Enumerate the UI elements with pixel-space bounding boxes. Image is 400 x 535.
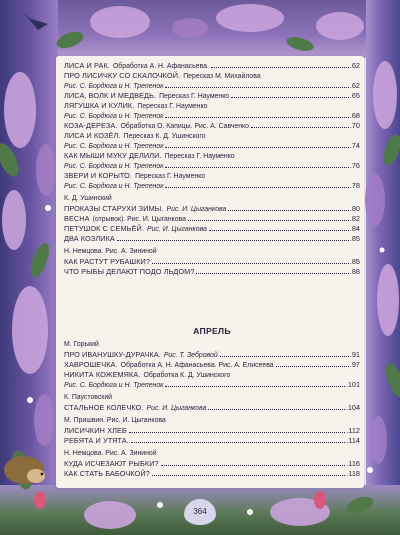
toc-entry-title: КОЗА-ДЕРЕЗА. xyxy=(64,121,118,130)
toc-entry-page: .68 xyxy=(349,111,360,120)
toc-entry-credit: Рис. С. Бордюга и Н. Трепенок xyxy=(64,83,164,90)
toc-entry xyxy=(64,161,360,171)
toc-author-label: М. Горький xyxy=(64,341,99,348)
toc-entry-credit: (отрывок). Рис. И. Цыганкова xyxy=(92,216,187,223)
toc-entry xyxy=(64,151,360,161)
toc-entry xyxy=(64,350,360,360)
toc-entry xyxy=(64,224,360,234)
page-number-badge xyxy=(184,499,216,525)
toc-entry xyxy=(64,204,360,214)
toc-entry-title: ЧТО РЫБЫ ДЕЛАЮТ ПОДО ЛЬДОМ? xyxy=(64,267,195,276)
toc-entry-page: .84 xyxy=(349,224,360,233)
toc-entry xyxy=(64,267,360,277)
table-of-contents-lower xyxy=(64,340,360,479)
toc-entry xyxy=(64,234,360,244)
toc-entry xyxy=(64,469,360,479)
toc-entry-title: ЛИСА, ВОЛК И МЕДВЕДЬ. xyxy=(64,91,157,100)
toc-entry-title: СТАЛЬНОЕ КОЛЕЧКО. xyxy=(64,403,144,412)
toc-entry-credit: Обработка А. Н. Афанасьева. Рис. А. Елисеева xyxy=(120,362,274,369)
toc-entry xyxy=(64,81,360,91)
toc-entry xyxy=(64,403,360,413)
toc-entry-credit: Пересказ Г. Науменко xyxy=(164,153,235,160)
toc-entry-title: ХАВРОШЕЧКА. xyxy=(64,360,118,369)
toc-entry-title: ВЕСНА xyxy=(64,214,90,223)
toc-entry xyxy=(64,141,360,151)
toc-author xyxy=(64,393,360,403)
toc-entry-credit: Рис. И. Цыганкова xyxy=(147,226,207,233)
toc-author xyxy=(64,194,360,204)
toc-entry xyxy=(64,181,360,191)
toc-entry-title: ЗВЕРИ И КОРЫТО. xyxy=(64,171,133,180)
toc-entry xyxy=(64,426,360,436)
toc-entry-page: .116 xyxy=(346,459,360,468)
toc-entry-title: ЛЯГУШКА И КУЛИК. xyxy=(64,101,135,110)
toc-entry-credit: Обработка О. Капицы. Рис. А. Савченко xyxy=(120,123,249,130)
toc-entry xyxy=(64,71,360,81)
toc-entry-credit: Пересказ К. Д. Ушинского xyxy=(123,133,206,140)
toc-entry-title: ЛИСА И КОЗЁЛ. xyxy=(64,131,121,140)
toc-entry-title: РЕБЯТА И УТЯТА. xyxy=(64,436,129,445)
toc-entry xyxy=(64,257,360,267)
toc-author-label: К. Д. Ушинский xyxy=(64,195,112,202)
toc-entry xyxy=(64,61,360,71)
toc-entry-credit: Рис. И. Цыганкова xyxy=(146,405,207,412)
toc-entry-credit: Рис. С. Бордюга и Н. Трепенок xyxy=(64,143,164,150)
toc-entry xyxy=(64,91,360,101)
toc-entry-page: .80 xyxy=(349,204,360,213)
toc-entry-title: ПРО ЛИСИЧКУ СО СКАЛОЧКОЙ. xyxy=(64,71,181,80)
toc-entry-credit: Пересказ Г. Науменко xyxy=(135,173,206,180)
toc-entry-credit: Пересказ Г. Науменко xyxy=(159,93,230,100)
toc-entry-page: .78 xyxy=(349,181,360,190)
toc-entry-page: .114 xyxy=(346,436,360,445)
toc-entry xyxy=(64,111,360,121)
toc-entry xyxy=(64,121,360,131)
toc-entry xyxy=(64,360,360,370)
toc-entry-credit: Пересказ М. Михайлова xyxy=(183,73,261,80)
toc-entry-credit: Рис. С. Бордюга и Н. Трепенок xyxy=(64,183,164,190)
section-heading-april: АПРЕЛЬ xyxy=(193,326,231,336)
hedgehog-icon xyxy=(4,456,45,484)
toc-entry-page: .82 xyxy=(349,214,360,223)
toc-entry-page: .91 xyxy=(349,350,360,359)
toc-entry-page: .97 xyxy=(349,360,360,369)
toc-entry xyxy=(64,171,360,181)
toc-entry-credit: Рис. С. Бордюга и Н. Трепенок xyxy=(64,113,164,120)
toc-entry-title: КУДА ИСЧЕЗАЮТ РЫБКИ? xyxy=(64,459,159,468)
toc-entry-title: ЛИСА И РАК. xyxy=(64,61,110,70)
toc-author-label: Н. Немцова. Рис. А. Зининой xyxy=(64,248,157,255)
toc-entry-page: .118 xyxy=(346,469,360,478)
toc-entry xyxy=(64,131,360,141)
toc-author-label: К. Паустовский xyxy=(64,394,113,401)
toc-entry-credit: Обработка А. Н. Афанасьева. xyxy=(112,63,209,70)
toc-entry xyxy=(64,380,360,390)
toc-entry-page: .76 xyxy=(349,161,360,170)
toc-entry xyxy=(64,214,360,224)
toc-entry-credit: Рис. Т. Зебровой xyxy=(163,352,218,359)
toc-entry-page: .74 xyxy=(349,141,360,150)
toc-author xyxy=(64,416,360,426)
bird-icon xyxy=(20,10,48,30)
toc-entry-title: КАК СТАТЬ БАБОЧКОЙ? xyxy=(64,469,150,478)
toc-entry-page: .104 xyxy=(345,403,360,412)
toc-entry-page: .85 xyxy=(349,234,360,243)
toc-entry xyxy=(64,370,360,380)
toc-entry-page: .112 xyxy=(346,426,360,435)
toc-entry-title: ПРО ИВАНУШКУ-ДУРАЧКА. xyxy=(64,350,161,359)
toc-entry xyxy=(64,436,360,446)
toc-author xyxy=(64,449,360,459)
toc-entry-page: .70 xyxy=(349,121,360,130)
toc-entry-page: .101 xyxy=(345,380,360,389)
toc-entry-credit: Рис. С. Бордюга и Н. Трепенок xyxy=(64,163,164,170)
toc-entry-title: ЛИСИЧКИН ХЛЕБ xyxy=(64,426,127,435)
toc-entry xyxy=(64,459,360,469)
table-of-contents-upper xyxy=(64,61,360,277)
toc-author-label: Н. Немцова. Рис. А. Зининой xyxy=(64,450,157,457)
toc-entry-credit: Пересказ Г. Науменко xyxy=(137,103,208,110)
toc-entry-title: ПЕТУШОК С СЕМЬЁЙ. xyxy=(64,224,144,233)
toc-author xyxy=(64,340,360,350)
toc-entry-page: .62 xyxy=(349,81,360,90)
toc-author-label: М. Пришвин. Рис. И. Цыганкова xyxy=(64,417,166,424)
page-number: 364 xyxy=(193,507,207,516)
toc-entry-title: ДВА КОЗЛИКА xyxy=(64,234,115,243)
toc-entry xyxy=(64,101,360,111)
toc-entry-credit: Рис. С. Бордюга и Н. Трепенок xyxy=(64,382,164,389)
toc-entry-page: .65 xyxy=(349,91,360,100)
toc-entry-title: ПРОКАЗЫ СТАРУХИ ЗИМЫ. xyxy=(64,204,164,213)
toc-entry-credit: Обработка К. Д. Ушинского xyxy=(143,372,231,379)
toc-entry-page: .62 xyxy=(349,61,360,70)
toc-entry-page: .88 xyxy=(349,267,360,276)
toc-author xyxy=(64,247,360,257)
toc-entry-page: .85 xyxy=(349,257,360,266)
toc-entry-title: НИКИТА КОЖЕМЯКА. xyxy=(64,370,141,379)
toc-entry-credit: Рис. И. Цыганкова xyxy=(166,206,227,213)
toc-entry-title: КАК РАСТУТ РУБАШКИ? xyxy=(64,257,151,266)
toc-entry-title: КАК МЫШИ МУКУ ДЕЛИЛИ. xyxy=(64,151,162,160)
